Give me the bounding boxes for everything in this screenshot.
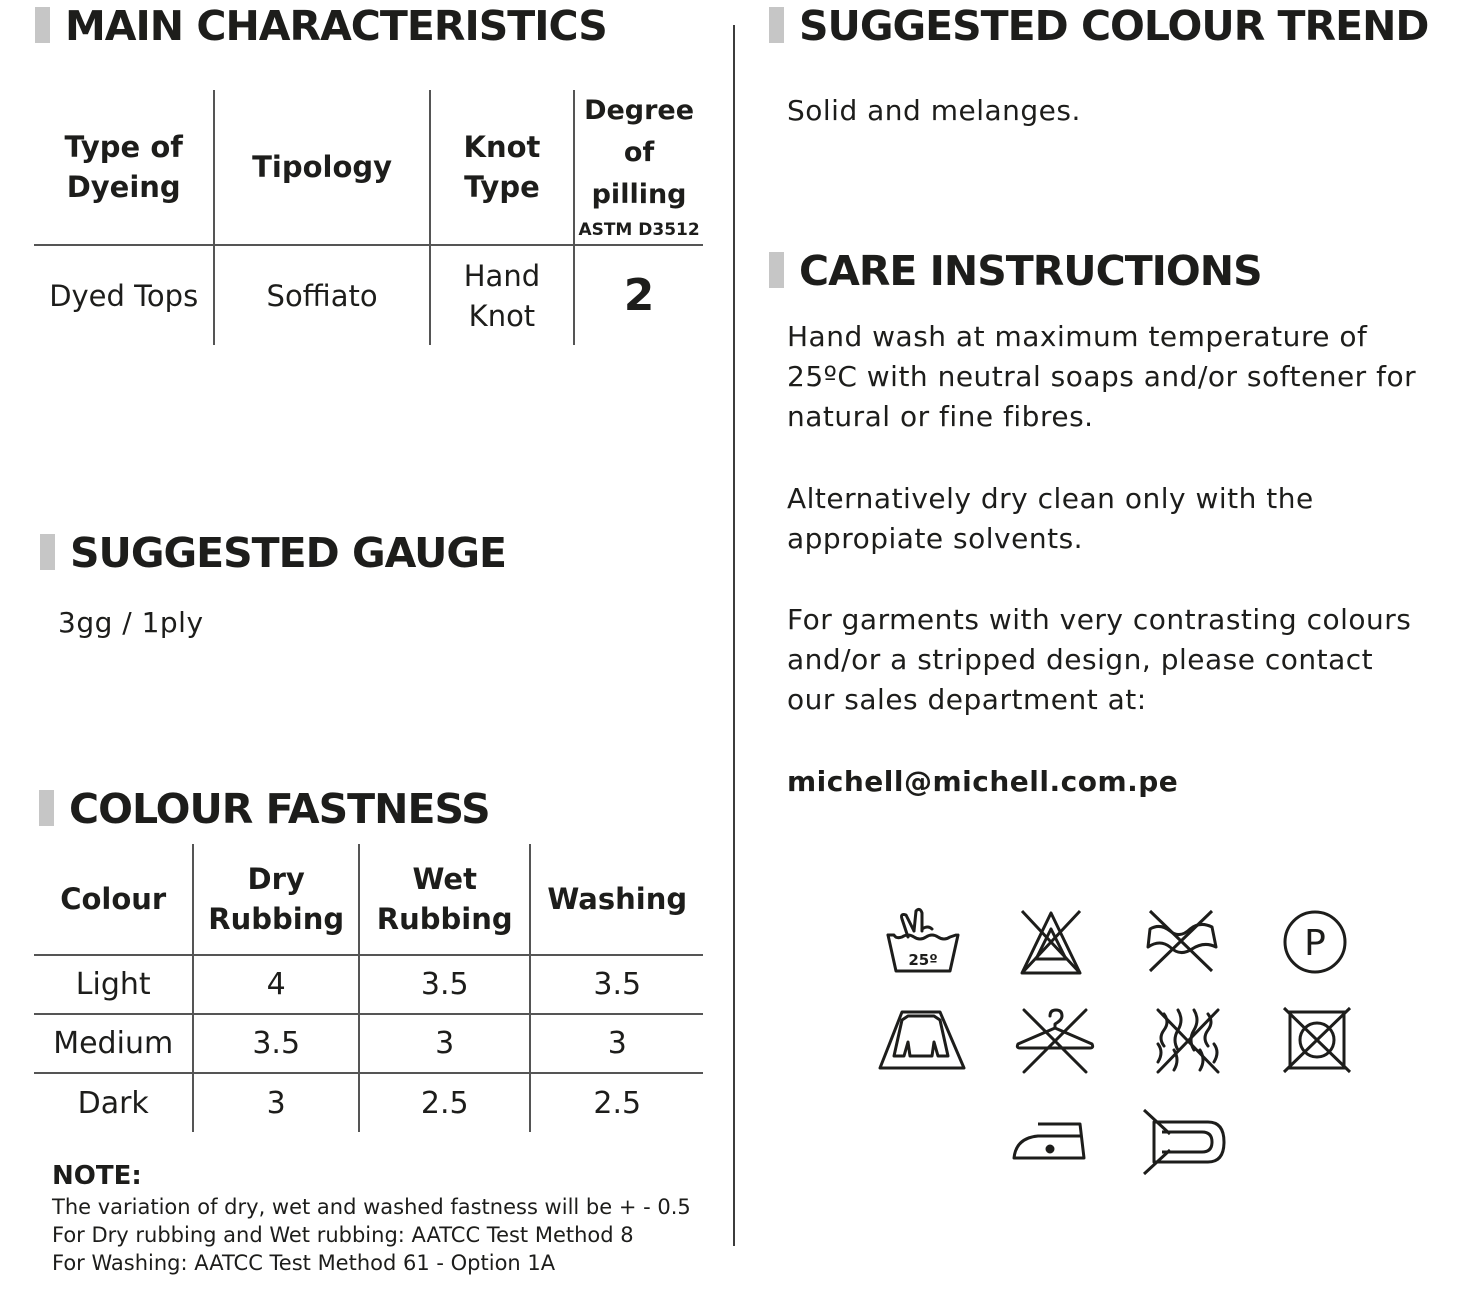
cell-colour: Dark [77,1085,149,1121]
header-knot-type: Knot Type [430,90,574,245]
suggested-gauge-heading [40,529,506,577]
cell-wet: 3 [359,1014,530,1073]
dry-clean-p-icon [1272,907,1358,977]
suggested-colour-trend-heading [769,2,1428,50]
do-not-bleach-icon [1008,907,1094,977]
wash-temperature: 25º [908,951,938,969]
header-washing: Washing [530,844,703,955]
note-title: NOTE: [52,1161,142,1191]
contact-email[interactable]: michell@michell.com.pe [787,765,1179,798]
heading-text: SUGGESTED GAUGE [70,529,507,577]
heading-text: SUGGESTED COLOUR TREND [799,2,1429,50]
header-tipology: Tipology [214,90,429,245]
gauge-value: 3gg / 1ply [58,606,204,639]
colour-fastness-heading [39,785,490,833]
cell-washing: 3 [530,1014,703,1073]
main-characteristics-table [34,90,703,345]
note-line: For Washing: AATCC Test Method 61 - Option 1A [52,1251,556,1275]
cell-pilling: 2 [574,245,703,345]
heading-bar [39,790,54,826]
header-degree-of-pilling [574,90,703,245]
note-lines [52,1193,691,1277]
colour-fastness-table [34,844,703,1132]
pilling-standard: ASTM D3512 [578,220,700,240]
cell-colour: Light [34,955,193,1014]
header-type-of-dyeing: Type of Dyeing [34,90,214,245]
cell-wet: 3.5 [359,955,530,1014]
hand-wash-25-icon [880,907,966,977]
dry-in-shade-icon [1142,1108,1228,1178]
cell-dry: 4 [193,955,359,1014]
care-paragraph-3: For garments with very contrasting colours and/or a stripped design, please contact our sales department at: [787,603,1412,716]
note-line: The variation of dry, wet and washed fastness will be + - 0.5 [52,1195,691,1219]
do-not-wring-icon [1140,907,1226,977]
care-paragraph-2: Alternatively dry clean only with the appropiate solvents. [787,482,1314,555]
cell-knot: Hand Knot [430,245,574,345]
heading-bar [769,7,784,43]
care-instructions-heading [769,247,1262,295]
cell-dry: 3 [193,1073,359,1132]
table-row [34,955,703,1014]
heading-bar [769,252,784,288]
do-not-steam-icon [1144,1006,1230,1076]
dry-clean-letter: P [1304,923,1326,964]
heading-bar [40,534,55,570]
header-colour: Colour [34,844,193,955]
heading-text: COLOUR FASTNESS [69,785,490,833]
heading-bar [35,7,50,43]
cell-dry: 3.5 [193,1014,359,1073]
heading-text: CARE INSTRUCTIONS [799,247,1262,295]
column-divider [733,25,735,1246]
cell-dyeing: Dyed Tops [49,278,199,313]
iron-low-icon [1010,1108,1096,1178]
dry-flat-icon [878,1006,964,1076]
care-paragraph-1: Hand wash at maximum temperature of 25ºC with neutral soaps and/or softener for natural or fine fibres. [787,320,1417,433]
colour-trend-text: Solid and melanges. [787,94,1081,127]
note-line: For Dry rubbing and Wet rubbing: AATCC Test Method 8 [52,1223,634,1247]
heading-text: MAIN CHARACTERISTICS [65,2,607,50]
header-dry-rubbing: Dry Rubbing [193,844,359,955]
do-not-hang-dry-icon [1012,1006,1098,1076]
cell-colour: Medium [34,1014,193,1073]
pilling-label: Degree of pilling [584,95,695,210]
cell-washing: 3.5 [530,955,703,1014]
main-characteristics-heading [35,2,607,50]
header-wet-rubbing: Wet Rubbing [359,844,530,955]
table-row [34,1073,703,1132]
cell-washing: 2.5 [530,1073,703,1132]
cell-tipology: Soffiato [214,245,429,345]
table-row [34,1014,703,1073]
do-not-tumble-dry-icon [1274,1006,1360,1076]
cell-wet: 2.5 [359,1073,530,1132]
